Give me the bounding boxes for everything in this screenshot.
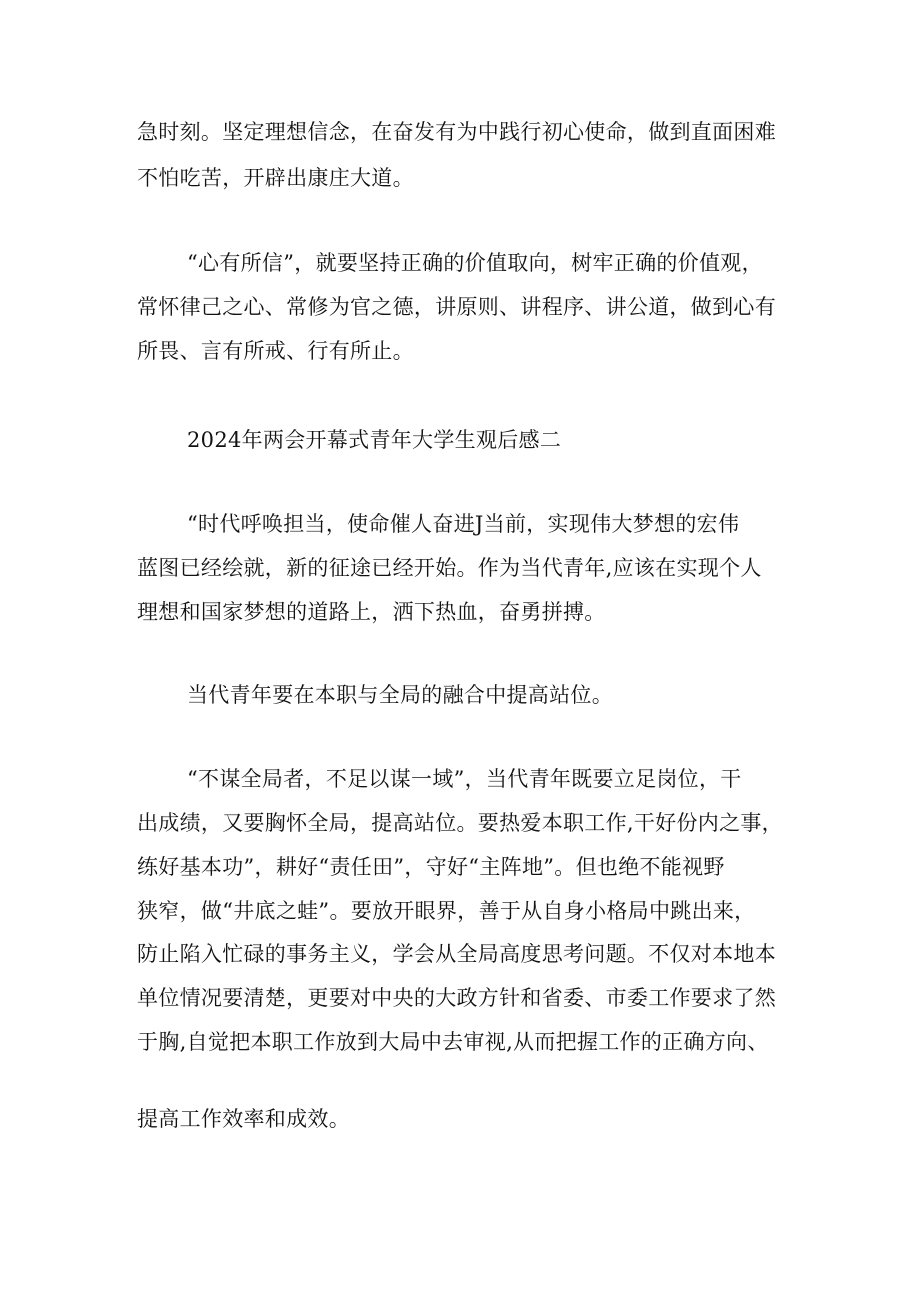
paragraph-line: 常怀律己之心、常修为官之德，讲原则、讲程序、讲公道，做到心有 xyxy=(137,295,776,319)
paragraph-line: 所畏、言有所戒、行有所止。 xyxy=(137,339,414,363)
paragraph-line: 急时刻。坚定理想信念，在奋发有为中践行初心使命，做到直面困难 xyxy=(137,120,776,144)
paragraph-line: “不谋全局者，不足以谋一域”，当代青年既要立足岗位，干 xyxy=(187,767,742,791)
paragraph-line: “时代呼唤担当，使命催人奋进J当前，实现伟大梦想的宏伟 xyxy=(187,512,740,536)
paragraph-line: 狭窄，做“井底之蛙”。要放开眼界，善于从自身小格局中跳出来， xyxy=(137,899,756,923)
paragraph-line: 提高工作效率和成效。 xyxy=(137,1107,350,1131)
paragraph-line: 练好基本功”，耕好“责任田”，守好“主阵地”。但也绝不能视野 xyxy=(137,855,725,879)
section-heading: 2024年两会开幕式青年大学生观后感二 xyxy=(187,428,562,452)
paragraph-line: 蓝图已经绘就，新的征途已经开始。作为当代青年,应该在实现个人 xyxy=(137,556,762,580)
paragraph-line: 于胸,自觉把本职工作放到大局中去审视,从而把握工作的正确方向、 xyxy=(137,1030,769,1054)
paragraph-line: 当代青年要在本职与全局的融合中提高站位。 xyxy=(187,683,613,707)
paragraph-line: 理想和国家梦想的道路上，洒下热血，奋勇拼搏。 xyxy=(137,600,606,624)
paragraph-line: 出成绩，又要胸怀全局，提高站位。要热爱本职工作,干好份内之事， xyxy=(137,811,783,835)
paragraph-line: 单位情况要清楚，更要对中央的大政方针和省委、市委工作要求了然 xyxy=(137,986,776,1010)
paragraph-line: 不怕吃苦，开辟出康庄大道。 xyxy=(137,166,414,190)
paragraph-line: “心有所信”，就要坚持正确的价值取向，树牢正确的价值观， xyxy=(187,251,763,275)
paragraph-line: 防止陷入忙碌的事务主义，学会从全局高度思考问题。不仅对本地本 xyxy=(137,942,776,966)
